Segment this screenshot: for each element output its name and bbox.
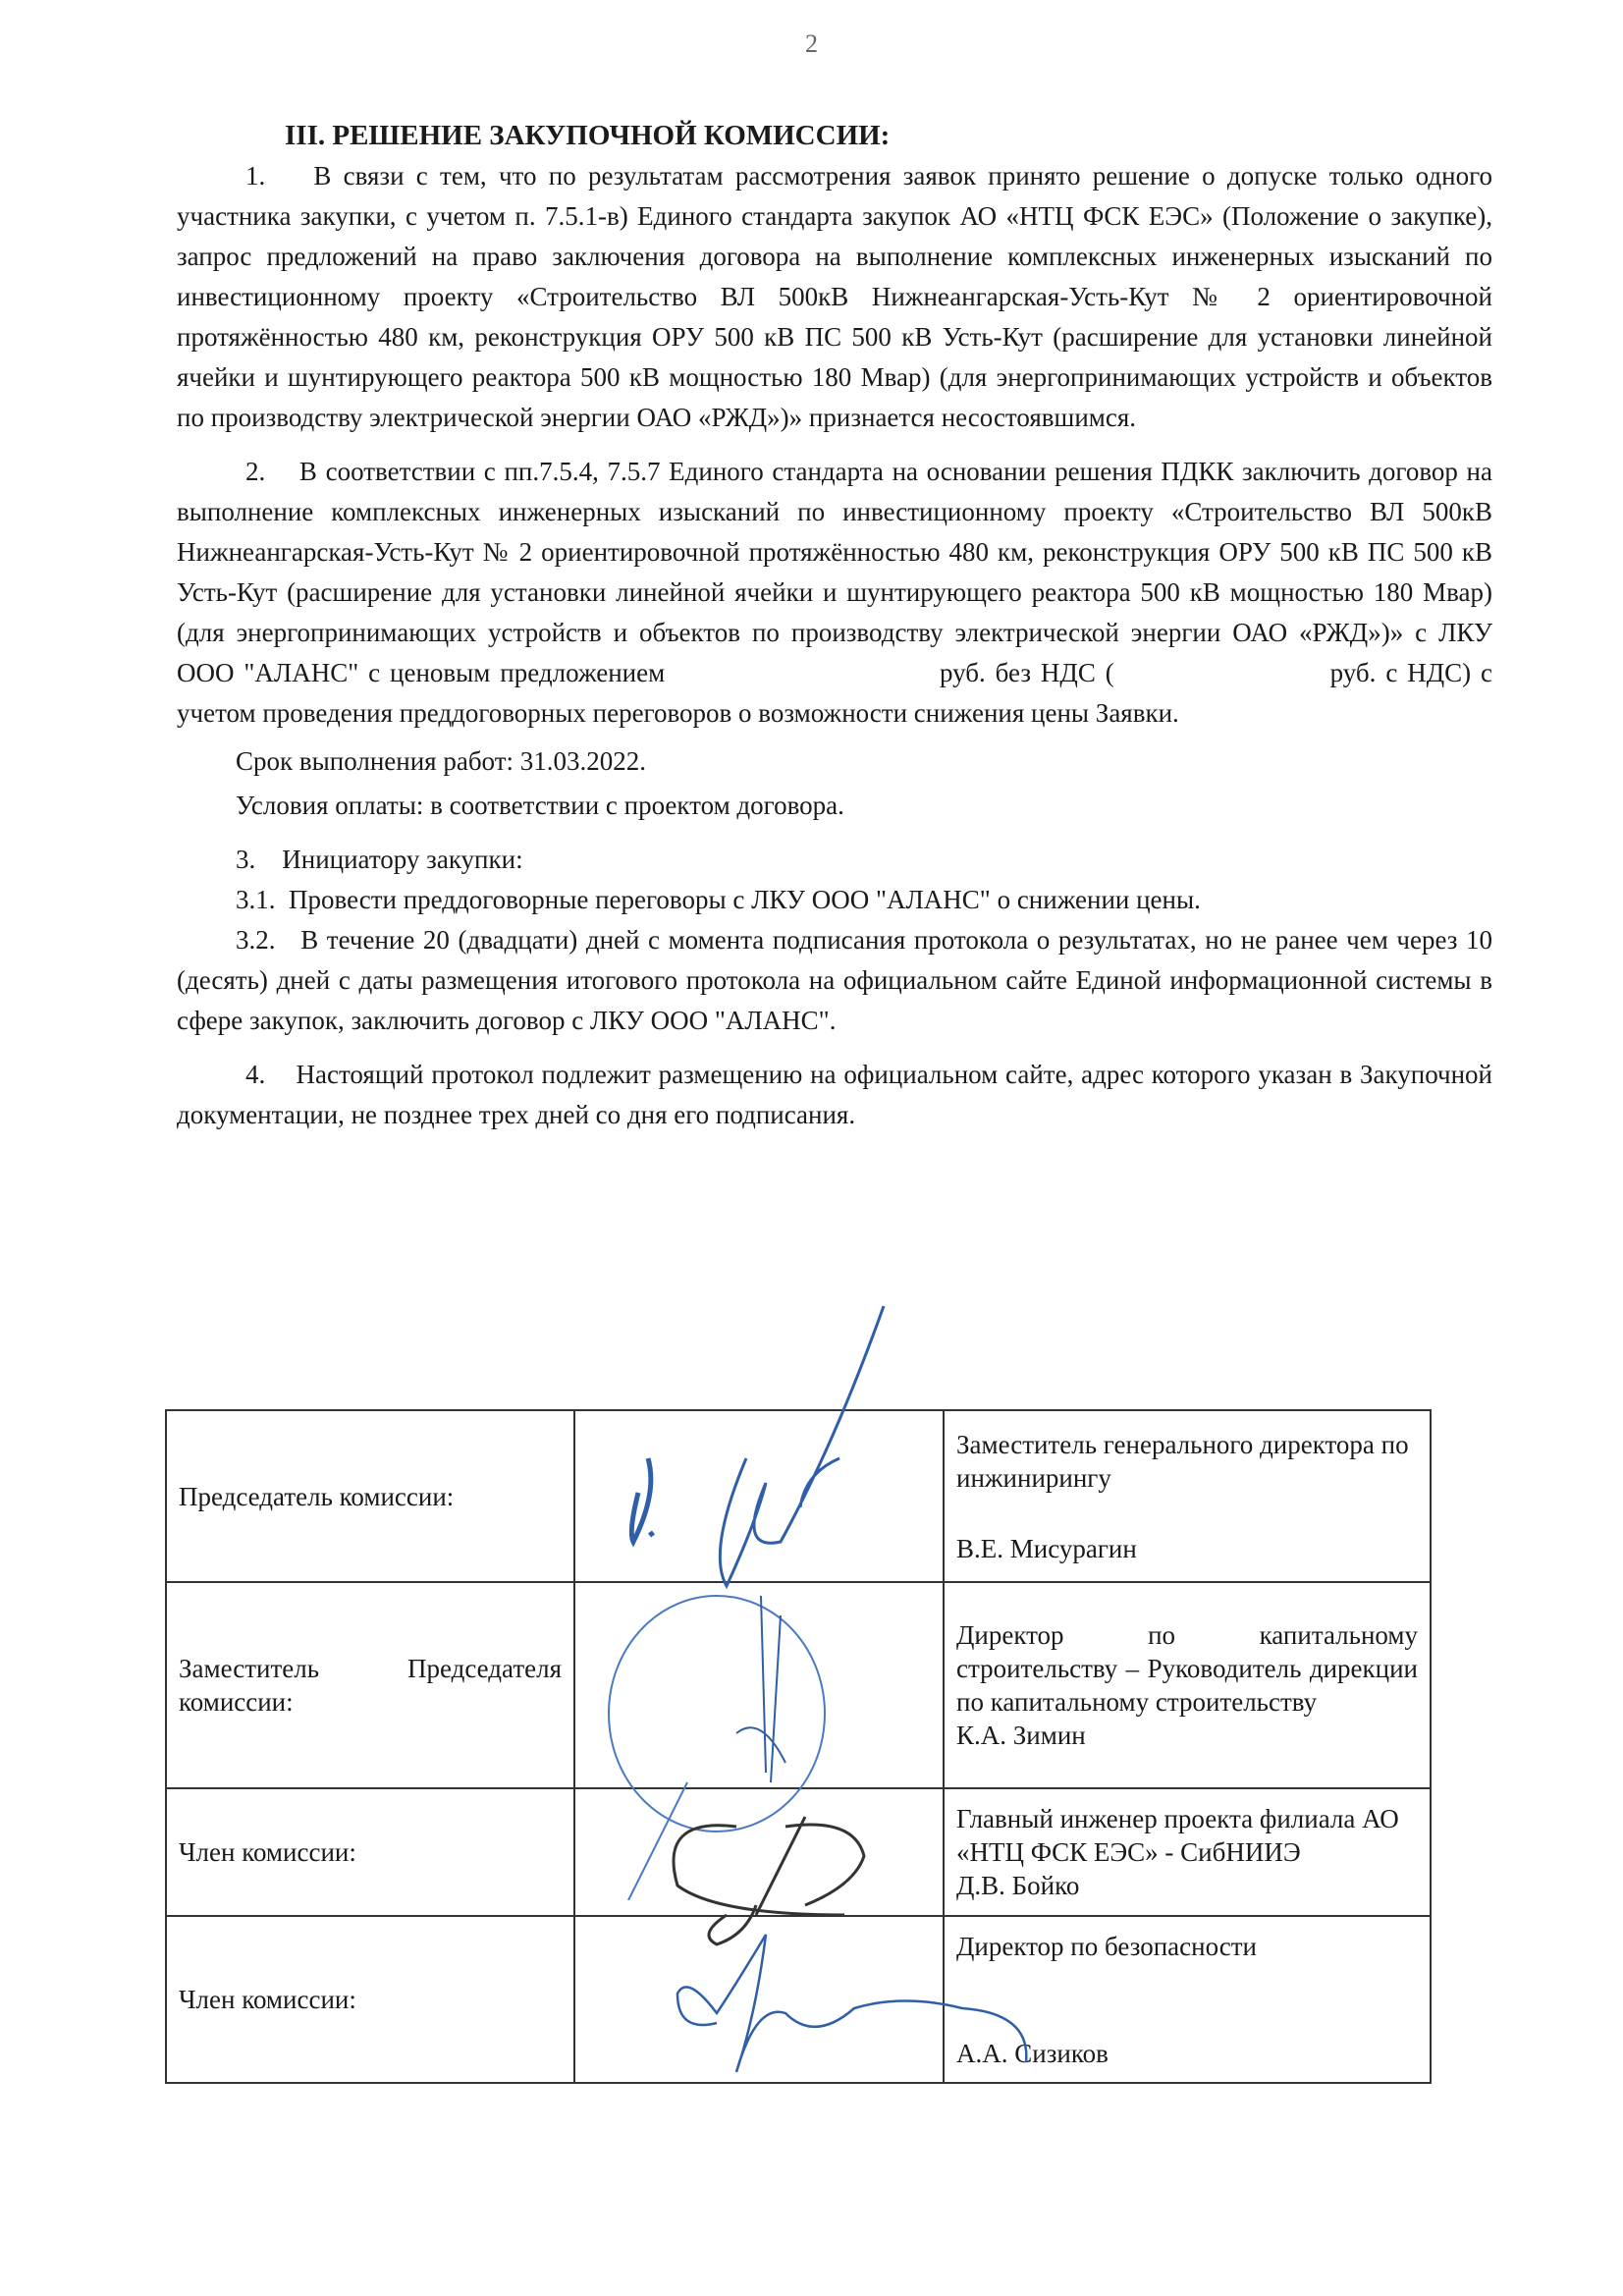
signer-name: Д.В. Бойко	[956, 1871, 1080, 1900]
item-2-tail: руб. с НДС) с учетом проведения преддоговорных переговоров о возможности снижения цены Заявки.	[177, 658, 1492, 728]
position-cell	[944, 1582, 1431, 1788]
signer-name: В.Е. Мисурагин	[956, 1533, 1137, 1563]
position-cell	[944, 1788, 1431, 1916]
signature-cell	[574, 1410, 944, 1582]
position: Заместитель генерального директора по инжинирингу	[956, 1429, 1409, 1493]
payment-terms: Условия оплаты: в соответствии с проектом договора.	[236, 791, 844, 820]
signature-cell	[574, 1582, 944, 1788]
signature-table	[165, 1409, 1432, 2084]
position: Директор по безопасности	[956, 1931, 1257, 1961]
position-cell	[944, 1916, 1431, 2083]
signature-row	[166, 1788, 1431, 1916]
signature-row	[166, 1916, 1431, 2083]
section-title: III. РЕШЕНИЕ ЗАКУПОЧНОЙ КОМИССИИ:	[285, 120, 891, 151]
item-1: 1. В связи с тем, что по результатам рассмотрения заявок принято решение о допуске только одного участника закупки, с учетом п. 7.5.1-в) Единого стандарта закупок АО «НТЦ ФСК ЕЭС» (Положение о закупке), запрос предложений на право заключения договора на выполнение комплексных инженерных изысканий по инвестиционному проекту «Строительство ВЛ 500кВ Нижнеангарская-Усть-Кут № 2 ориентировочной протяжённостью 480 км, реконструкция ОРУ 500 кВ ПС 500 кВ Усть-Кут (расширение для установки линейной ячейки и шунтирующего реактора 500 кВ мощностью 180 Мвар) (для энергопринимающих устройств и объектов по производству электрической энергии ОАО «РЖД»)» признается несостоявшимся.	[177, 161, 1492, 432]
role-cell: Член комиссии:	[166, 1916, 574, 2083]
position-cell	[944, 1410, 1431, 1582]
item-4: 4. Настоящий протокол подлежит размещению на официальном сайте, адрес которого указан в Закупочной документации, не позднее трех дней со дня его подписания.	[177, 1060, 1492, 1129]
position: Главный инженер проекта филиала АО «НТЦ ФСК ЕЭС» - СибНИИЭ	[956, 1804, 1399, 1867]
role-cell: Член комиссии:	[166, 1788, 574, 1916]
item-2	[177, 452, 1492, 734]
signature-row	[166, 1410, 1431, 1582]
signature-cell	[574, 1916, 944, 2083]
deadline: Срок выполнения работ: 31.03.2022.	[236, 746, 646, 776]
decision-section	[177, 116, 1492, 1149]
item-2-price-label: руб. без НДС (	[939, 658, 1114, 687]
signature-cell	[574, 1788, 944, 1916]
signature-row	[166, 1582, 1431, 1788]
item-2-text: 2. В соответствии с пп.7.5.4, 7.5.7 Единого стандарта на основании решения ПДКК заключить договор на выполнение комплексных инженерных изысканий по инвестиционному проекту «Строительство ВЛ 500кВ Нижнеангарская-Усть-Кут № 2 ориентировочной протяжённостью 480 км, реконструкция ОРУ 500 кВ ПС 500 кВ Усть-Кут (расширение для установки линейной ячейки и шунтирующего реактора 500 кВ мощностью 180 Мвар) (для энергопринимающих устройств и объектов по производству электрической энергии ОАО «РЖД»)» с ЛКУ ООО "АЛАНС" с ценовым предложением	[177, 457, 1492, 687]
position: Директор по капитальному строительству – Руководитель дирекции по капитальному строительству	[956, 1620, 1418, 1717]
role-cell: Заместитель Председателя комиссии:	[166, 1582, 574, 1788]
item-3-2: 3.2. В течение 20 (двадцати) дней с момента подписания протокола о результатах, но не ранее чем через 10 (десять) дней с даты размещения итогового протокола на официальном сайте Единой информационной системы в сфере закупок, заключить договор с ЛКУ ООО "АЛАНС".	[177, 925, 1492, 1035]
page-number: 2	[805, 29, 818, 58]
signer-name: А.А. Сизиков	[956, 2038, 1109, 2068]
item-3: 3. Инициатору закупки:	[236, 845, 523, 874]
signer-name: К.А. Зимин	[956, 1721, 1086, 1750]
role-cell: Председатель комиссии:	[166, 1410, 574, 1582]
item-3-1: 3.1. Провести преддоговорные переговоры с ЛКУ ООО "АЛАНС" о снижении цены.	[236, 885, 1201, 914]
